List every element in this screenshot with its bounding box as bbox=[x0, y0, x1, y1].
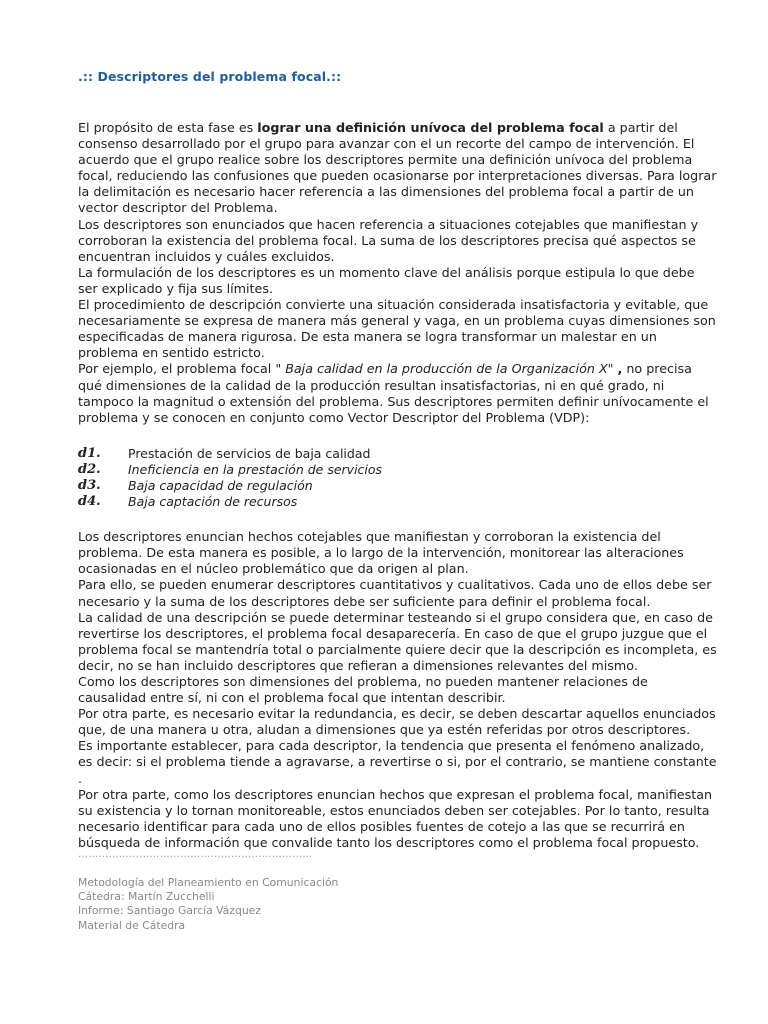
descriptor-id: d4. bbox=[78, 494, 101, 510]
descriptor-id: d2. bbox=[78, 461, 101, 477]
p5-text-end: no precisa qué dimensiones de la calidad de la producción resultan insatisfactorias, ni en qué grado, ni tampoco la magnitud o extensión del problema. Sus descriptores permiten definir unívocamente el problema y se conocen en conjunto como Vector Descriptor del Problema (VDP): bbox=[78, 361, 709, 425]
p5-close-quote: " bbox=[607, 361, 618, 377]
footer-line: Informe: Santiago García Vázquez bbox=[78, 904, 261, 918]
p5-text-start: Por ejemplo, el problema focal " bbox=[78, 361, 286, 377]
paragraph-7: Para ello, se pueden enumerar descriptores cuantitativos y cualitativos. Cada uno de ellos debe ser necesario y la suma de los descriptores debe ser suficiente para definir el problema focal. bbox=[78, 577, 712, 609]
p5-quoted-example: Baja calidad en la producción de la Organización X bbox=[285, 361, 608, 377]
p5-comma: , bbox=[617, 361, 623, 377]
p1-text-start: El propósito de esta fase es bbox=[78, 120, 258, 135]
descriptor-text: Baja capacidad de regulación bbox=[128, 477, 313, 493]
paragraph-12: Por otra parte, como los descriptores enuncian hechos que expresan el problema focal, manifiestan su existencia y lo tornan monitoreable, estos enunciados deben ser cotejables. Por lo tanto, resulta necesario identificar para cada uno de ellos posibles fuentes de cotejo a las que se recurrirá en búsqueda de información que convalide tanto los descriptores como el problema focal propuesto. bbox=[78, 786, 713, 850]
footer-line: Material de Cátedra bbox=[78, 918, 186, 932]
paragraph-2: Los descriptores son enunciados que hacen referencia a situaciones cotejables que manifiestan y corroboran la existencia del problema focal. La suma de los descriptores precisa qué aspectos se encuentran incluidos y cuáles excluidos. bbox=[78, 216, 699, 264]
paragraph-11: Es importante establecer, para cada descriptor, la tendencia que presenta el fenómeno analizado, es decir: si el problema tiende a agravarse, a revertirse o si, por el contrario, se mantiene constante . bbox=[78, 738, 717, 786]
paragraph-8: La calidad de una descripción se puede determinar testeando si el grupo considera que, en caso de revertirse los descriptores, el problema focal desaparecería. En caso de que el grupo juzgue que el problema focal se mantendría total o parcialmente quiere decir que la descripción es incompleta, es decir, no se han incluido descriptores que refieran a dimensiones relevantes del mismo. bbox=[78, 609, 717, 673]
p1-bold-phrase: lograr una definición unívoca del problema focal bbox=[257, 120, 604, 135]
list-item bbox=[78, 462, 718, 478]
descriptor-text: Ineficiencia en la prestación de servicios bbox=[128, 461, 383, 477]
document-body bbox=[78, 120, 718, 851]
paragraph-6: Los descriptores enuncian hechos cotejables que manifiestan y corroboran la existencia del problema. De esta manera es posible, a lo largo de la intervención, monitorear las alteraciones ocasionadas en el núcleo problemático que da origen al plan. bbox=[78, 529, 684, 577]
footer-line: Cátedra: Martín Zucchelli bbox=[78, 890, 215, 904]
footer-credits bbox=[78, 876, 338, 933]
paragraph-1 bbox=[78, 120, 718, 217]
descriptor-text: Baja captación de recursos bbox=[128, 494, 298, 510]
p1-text-end: a partir del consenso desarrollado por el grupo para avanzar con el un recorte del campo de intervención. El acuerdo que el grupo realice sobre los descriptores permite una definición unívoca del problema focal, reduciendo las confusiones que pueden ocasionarse por interpretaciones diversas. Para lograr la delimitación es necesario hacer referencia a las dimensiones del problema focal a partir de un vector descriptor del Problema. bbox=[78, 120, 717, 216]
separator-dots: …………………………………………………………… bbox=[78, 849, 313, 860]
descriptor-id: d1. bbox=[78, 445, 101, 461]
descriptor-id: d3. bbox=[78, 477, 101, 493]
paragraph-9: Como los descriptores son dimensiones del problema, no pueden mantener relaciones de causalidad entre sí, ni con el problema focal que intentan describir. bbox=[78, 674, 648, 706]
list-item bbox=[78, 478, 718, 494]
paragraph-4: El procedimiento de descripción convierte una situación considerada insatisfactoria y evitable, que necesariamente se expresa de manera más general y vaga, en un problema cuyas dimensiones son especificadas de manera rigurosa. De esta manera se logra transformar un malestar en un problema en sentido estricto. bbox=[78, 297, 716, 361]
page-title: .:: Descriptores del problema focal.:: bbox=[78, 69, 342, 84]
descriptor-text: Prestación de servicios de baja calidad bbox=[128, 445, 371, 461]
paragraph-5 bbox=[78, 361, 718, 425]
paragraph-10: Por otra parte, es necesario evitar la redundancia, es decir, se deben descartar aquellos enunciados que, de una manera u otra, aludan a dimensiones que ya estén referidas por otros descriptores. bbox=[78, 706, 716, 738]
list-item bbox=[78, 494, 718, 510]
descriptor-list bbox=[78, 446, 718, 510]
footer-line: Metodología del Planeamiento en Comunicación bbox=[78, 876, 339, 889]
list-item bbox=[78, 446, 718, 462]
paragraph-3: La formulación de los descriptores es un momento clave del análisis porque estipula lo que debe ser explicado y fija sus límites. bbox=[78, 264, 695, 296]
